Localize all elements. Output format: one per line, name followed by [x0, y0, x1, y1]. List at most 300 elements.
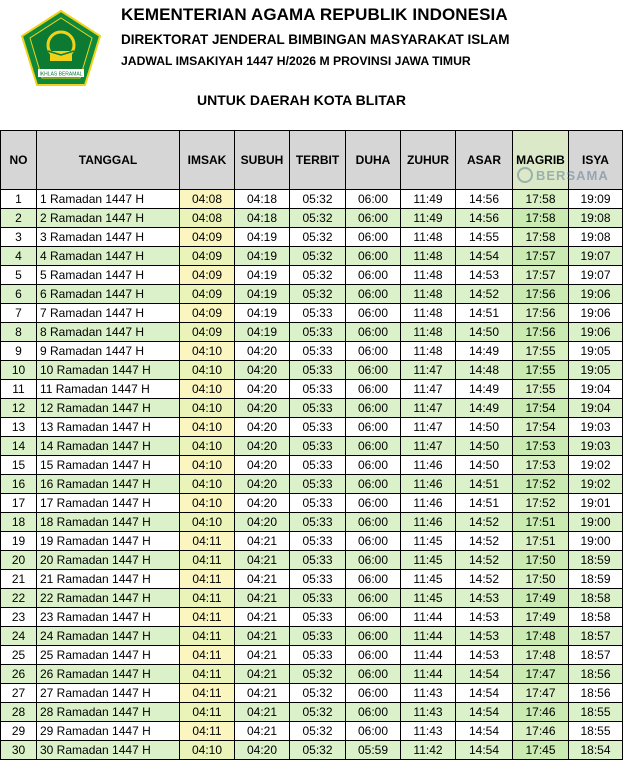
- cell-magrib: 17:47: [513, 684, 569, 703]
- cell-no: 19: [1, 532, 37, 551]
- cell-duha: 06:00: [346, 551, 401, 570]
- directorate-title: DIREKTORAT JENDERAL BIMBINGAN MASYARAKAT ISLAM: [121, 32, 510, 47]
- cell-zuhur: 11:44: [401, 646, 456, 665]
- cell-terbit: 05:33: [290, 551, 346, 570]
- cell-tanggal: 7 Ramadan 1447 H: [37, 304, 180, 323]
- cell-asar: 14:55: [456, 228, 513, 247]
- cell-tanggal: 27 Ramadan 1447 H: [37, 684, 180, 703]
- cell-no: 4: [1, 247, 37, 266]
- cell-subuh: 04:20: [235, 418, 290, 437]
- cell-zuhur: 11:45: [401, 570, 456, 589]
- cell-no: 12: [1, 399, 37, 418]
- header-imsak: IMSAK: [180, 131, 235, 190]
- cell-terbit: 05:33: [290, 475, 346, 494]
- cell-asar: 14:50: [456, 323, 513, 342]
- cell-imsak: 04:09: [180, 228, 235, 247]
- cell-isya: 18:59: [569, 570, 623, 589]
- cell-isya: 19:05: [569, 361, 623, 380]
- cell-asar: 14:54: [456, 247, 513, 266]
- cell-subuh: 04:21: [235, 532, 290, 551]
- table-row: [1, 342, 623, 361]
- table-row: [1, 608, 623, 627]
- cell-magrib: 17:56: [513, 323, 569, 342]
- table-row: [1, 399, 623, 418]
- cell-asar: 14:53: [456, 646, 513, 665]
- cell-asar: 14:48: [456, 361, 513, 380]
- cell-isya: 18:58: [569, 608, 623, 627]
- cell-duha: 06:00: [346, 722, 401, 741]
- cell-tanggal: 16 Ramadan 1447 H: [37, 475, 180, 494]
- cell-imsak: 04:11: [180, 589, 235, 608]
- cell-asar: 14:52: [456, 513, 513, 532]
- cell-tanggal: 6 Ramadan 1447 H: [37, 285, 180, 304]
- cell-no: 16: [1, 475, 37, 494]
- cell-imsak: 04:11: [180, 665, 235, 684]
- cell-imsak: 04:10: [180, 513, 235, 532]
- cell-tanggal: 9 Ramadan 1447 H: [37, 342, 180, 361]
- cell-zuhur: 11:45: [401, 589, 456, 608]
- cell-magrib: 17:58: [513, 209, 569, 228]
- cell-magrib: 17:51: [513, 532, 569, 551]
- cell-tanggal: 3 Ramadan 1447 H: [37, 228, 180, 247]
- cell-subuh: 04:19: [235, 304, 290, 323]
- table-row: [1, 570, 623, 589]
- table-row: [1, 209, 623, 228]
- table-row: [1, 266, 623, 285]
- cell-duha: 06:00: [346, 247, 401, 266]
- cell-magrib: 17:46: [513, 722, 569, 741]
- cell-duha: 06:00: [346, 532, 401, 551]
- cell-no: 17: [1, 494, 37, 513]
- cell-tanggal: 20 Ramadan 1447 H: [37, 551, 180, 570]
- cell-subuh: 04:20: [235, 513, 290, 532]
- cell-imsak: 04:10: [180, 437, 235, 456]
- cell-terbit: 05:32: [290, 266, 346, 285]
- cell-asar: 14:54: [456, 684, 513, 703]
- cell-magrib: 17:55: [513, 342, 569, 361]
- cell-isya: 19:06: [569, 285, 623, 304]
- cell-no: 28: [1, 703, 37, 722]
- cell-terbit: 05:32: [290, 741, 346, 760]
- cell-no: 9: [1, 342, 37, 361]
- cell-asar: 14:54: [456, 703, 513, 722]
- table-row: [1, 285, 623, 304]
- header-duha: DUHA: [346, 131, 401, 190]
- cell-isya: 19:00: [569, 532, 623, 551]
- cell-isya: 19:03: [569, 418, 623, 437]
- cell-no: 2: [1, 209, 37, 228]
- cell-isya: 19:07: [569, 266, 623, 285]
- cell-subuh: 04:21: [235, 608, 290, 627]
- table-row: [1, 665, 623, 684]
- cell-zuhur: 11:46: [401, 456, 456, 475]
- cell-no: 11: [1, 380, 37, 399]
- cell-tanggal: 10 Ramadan 1447 H: [37, 361, 180, 380]
- cell-imsak: 04:10: [180, 456, 235, 475]
- cell-imsak: 04:10: [180, 475, 235, 494]
- cell-asar: 14:51: [456, 304, 513, 323]
- cell-subuh: 04:19: [235, 266, 290, 285]
- header-isya: ISYA: [569, 131, 623, 190]
- cell-tanggal: 11 Ramadan 1447 H: [37, 380, 180, 399]
- table-body: [1, 190, 623, 760]
- cell-duha: 06:00: [346, 285, 401, 304]
- header-no: NO: [1, 131, 37, 190]
- cell-terbit: 05:33: [290, 380, 346, 399]
- cell-isya: 19:08: [569, 228, 623, 247]
- cell-terbit: 05:32: [290, 285, 346, 304]
- cell-asar: 14:52: [456, 551, 513, 570]
- cell-zuhur: 11:43: [401, 684, 456, 703]
- cell-zuhur: 11:49: [401, 209, 456, 228]
- cell-tanggal: 8 Ramadan 1447 H: [37, 323, 180, 342]
- table-row: [1, 646, 623, 665]
- cell-imsak: 04:10: [180, 361, 235, 380]
- cell-duha: 06:00: [346, 608, 401, 627]
- cell-magrib: 17:57: [513, 266, 569, 285]
- table-row: [1, 475, 623, 494]
- watermark-text: BERSAMA: [536, 168, 609, 183]
- cell-duha: 06:00: [346, 437, 401, 456]
- cell-tanggal: 12 Ramadan 1447 H: [37, 399, 180, 418]
- cell-imsak: 04:09: [180, 304, 235, 323]
- table-row: [1, 304, 623, 323]
- cell-asar: 14:52: [456, 570, 513, 589]
- header-tanggal: TANGGAL: [37, 131, 180, 190]
- cell-no: 6: [1, 285, 37, 304]
- cell-zuhur: 11:48: [401, 342, 456, 361]
- cell-duha: 06:00: [346, 703, 401, 722]
- cell-zuhur: 11:48: [401, 247, 456, 266]
- cell-subuh: 04:20: [235, 342, 290, 361]
- cell-zuhur: 11:45: [401, 551, 456, 570]
- cell-tanggal: 29 Ramadan 1447 H: [37, 722, 180, 741]
- cell-magrib: 17:54: [513, 418, 569, 437]
- cell-duha: 06:00: [346, 266, 401, 285]
- cell-imsak: 04:11: [180, 532, 235, 551]
- cell-imsak: 04:09: [180, 323, 235, 342]
- cell-isya: 19:09: [569, 190, 623, 209]
- cell-subuh: 04:18: [235, 209, 290, 228]
- cell-asar: 14:50: [456, 418, 513, 437]
- cell-no: 20: [1, 551, 37, 570]
- cell-isya: 19:07: [569, 247, 623, 266]
- cell-duha: 06:00: [346, 475, 401, 494]
- cell-no: 26: [1, 665, 37, 684]
- cell-asar: 14:50: [456, 456, 513, 475]
- cell-no: 29: [1, 722, 37, 741]
- cell-asar: 14:54: [456, 665, 513, 684]
- cell-imsak: 04:08: [180, 190, 235, 209]
- cell-tanggal: 19 Ramadan 1447 H: [37, 532, 180, 551]
- cell-imsak: 04:10: [180, 399, 235, 418]
- cell-no: 27: [1, 684, 37, 703]
- cell-asar: 14:49: [456, 399, 513, 418]
- cell-imsak: 04:11: [180, 684, 235, 703]
- cell-asar: 14:50: [456, 437, 513, 456]
- cell-duha: 06:00: [346, 304, 401, 323]
- cell-no: 18: [1, 513, 37, 532]
- cell-zuhur: 11:48: [401, 304, 456, 323]
- cell-imsak: 04:11: [180, 646, 235, 665]
- cell-tanggal: 13 Ramadan 1447 H: [37, 418, 180, 437]
- cell-duha: 06:00: [346, 456, 401, 475]
- cell-terbit: 05:33: [290, 323, 346, 342]
- cell-duha: 06:00: [346, 361, 401, 380]
- cell-isya: 18:57: [569, 627, 623, 646]
- cell-imsak: 04:08: [180, 209, 235, 228]
- imsakiyah-table: [0, 130, 623, 760]
- cell-no: 15: [1, 456, 37, 475]
- cell-magrib: 17:49: [513, 608, 569, 627]
- cell-duha: 06:00: [346, 627, 401, 646]
- cell-magrib: 17:48: [513, 646, 569, 665]
- cell-tanggal: 1 Ramadan 1447 H: [37, 190, 180, 209]
- cell-no: 13: [1, 418, 37, 437]
- cell-magrib: 17:53: [513, 456, 569, 475]
- cell-magrib: 17:49: [513, 589, 569, 608]
- cell-subuh: 04:21: [235, 703, 290, 722]
- document-header: [0, 0, 624, 130]
- cell-asar: 14:56: [456, 190, 513, 209]
- cell-terbit: 05:33: [290, 513, 346, 532]
- cell-terbit: 05:32: [290, 247, 346, 266]
- cell-terbit: 05:32: [290, 665, 346, 684]
- cell-zuhur: 11:43: [401, 722, 456, 741]
- table-row: [1, 684, 623, 703]
- cell-imsak: 04:11: [180, 570, 235, 589]
- cell-magrib: 17:56: [513, 304, 569, 323]
- table-row: [1, 589, 623, 608]
- cell-terbit: 05:33: [290, 342, 346, 361]
- cell-zuhur: 11:44: [401, 627, 456, 646]
- cell-zuhur: 11:48: [401, 323, 456, 342]
- cell-terbit: 05:33: [290, 494, 346, 513]
- cell-isya: 18:55: [569, 722, 623, 741]
- cell-tanggal: 21 Ramadan 1447 H: [37, 570, 180, 589]
- cell-duha: 06:00: [346, 228, 401, 247]
- cell-no: 21: [1, 570, 37, 589]
- table-row: [1, 190, 623, 209]
- cell-zuhur: 11:44: [401, 608, 456, 627]
- cell-no: 8: [1, 323, 37, 342]
- logo-text: IKHLAS BERAMAL: [39, 71, 83, 78]
- cell-terbit: 05:33: [290, 456, 346, 475]
- cell-terbit: 05:33: [290, 418, 346, 437]
- table-row: [1, 494, 623, 513]
- cell-isya: 19:01: [569, 494, 623, 513]
- table-row: [1, 741, 623, 760]
- cell-zuhur: 11:43: [401, 703, 456, 722]
- cell-subuh: 04:19: [235, 247, 290, 266]
- cell-no: 10: [1, 361, 37, 380]
- cell-tanggal: 22 Ramadan 1447 H: [37, 589, 180, 608]
- cell-imsak: 04:10: [180, 741, 235, 760]
- cell-asar: 14:49: [456, 380, 513, 399]
- cell-duha: 05:59: [346, 741, 401, 760]
- cell-no: 24: [1, 627, 37, 646]
- cell-tanggal: 2 Ramadan 1447 H: [37, 209, 180, 228]
- cell-no: 3: [1, 228, 37, 247]
- cell-no: 30: [1, 741, 37, 760]
- cell-no: 23: [1, 608, 37, 627]
- cell-zuhur: 11:47: [401, 361, 456, 380]
- cell-isya: 19:06: [569, 304, 623, 323]
- cell-asar: 14:54: [456, 722, 513, 741]
- cell-duha: 06:00: [346, 399, 401, 418]
- cell-subuh: 04:18: [235, 190, 290, 209]
- cell-duha: 06:00: [346, 209, 401, 228]
- cell-zuhur: 11:47: [401, 380, 456, 399]
- cell-terbit: 05:33: [290, 361, 346, 380]
- cell-imsak: 04:11: [180, 703, 235, 722]
- cell-terbit: 05:32: [290, 722, 346, 741]
- cell-isya: 19:05: [569, 342, 623, 361]
- cell-imsak: 04:11: [180, 551, 235, 570]
- cell-magrib: 17:50: [513, 570, 569, 589]
- cell-imsak: 04:11: [180, 608, 235, 627]
- header-terbit: TERBIT: [290, 131, 346, 190]
- cell-terbit: 05:33: [290, 570, 346, 589]
- cell-terbit: 05:32: [290, 703, 346, 722]
- cell-asar: 14:52: [456, 285, 513, 304]
- table-row: [1, 228, 623, 247]
- cell-no: 25: [1, 646, 37, 665]
- cell-duha: 06:00: [346, 513, 401, 532]
- cell-magrib: 17:55: [513, 361, 569, 380]
- cell-isya: 18:54: [569, 741, 623, 760]
- cell-zuhur: 11:47: [401, 437, 456, 456]
- cell-magrib: 17:52: [513, 475, 569, 494]
- cell-asar: 14:53: [456, 266, 513, 285]
- cell-magrib: 17:58: [513, 190, 569, 209]
- cell-asar: 14:53: [456, 589, 513, 608]
- table-row: [1, 323, 623, 342]
- header-subuh: SUBUH: [235, 131, 290, 190]
- cell-magrib: 17:46: [513, 703, 569, 722]
- cell-zuhur: 11:47: [401, 399, 456, 418]
- cell-zuhur: 11:47: [401, 418, 456, 437]
- cell-subuh: 04:20: [235, 494, 290, 513]
- cell-imsak: 04:10: [180, 380, 235, 399]
- table-row: [1, 722, 623, 741]
- cell-magrib: 17:50: [513, 551, 569, 570]
- cell-asar: 14:51: [456, 475, 513, 494]
- table-row: [1, 247, 623, 266]
- cell-terbit: 05:33: [290, 627, 346, 646]
- cell-imsak: 04:11: [180, 627, 235, 646]
- table-row: [1, 380, 623, 399]
- cell-isya: 19:00: [569, 513, 623, 532]
- cell-isya: 18:55: [569, 703, 623, 722]
- cell-subuh: 04:20: [235, 741, 290, 760]
- cell-isya: 18:58: [569, 589, 623, 608]
- cell-subuh: 04:19: [235, 285, 290, 304]
- cell-isya: 19:04: [569, 399, 623, 418]
- table-row: [1, 437, 623, 456]
- cell-asar: 14:49: [456, 342, 513, 361]
- table-row: [1, 456, 623, 475]
- cell-duha: 06:00: [346, 380, 401, 399]
- cell-tanggal: 5 Ramadan 1447 H: [37, 266, 180, 285]
- header-asar: ASAR: [456, 131, 513, 190]
- cell-duha: 06:00: [346, 589, 401, 608]
- cell-asar: 14:53: [456, 627, 513, 646]
- table-row: [1, 418, 623, 437]
- table-row: [1, 703, 623, 722]
- cell-subuh: 04:20: [235, 456, 290, 475]
- cell-zuhur: 11:46: [401, 475, 456, 494]
- cell-zuhur: 11:48: [401, 228, 456, 247]
- cell-tanggal: 18 Ramadan 1447 H: [37, 513, 180, 532]
- cell-terbit: 05:32: [290, 228, 346, 247]
- cell-subuh: 04:19: [235, 323, 290, 342]
- cell-subuh: 04:20: [235, 399, 290, 418]
- cell-tanggal: 14 Ramadan 1447 H: [37, 437, 180, 456]
- cell-tanggal: 15 Ramadan 1447 H: [37, 456, 180, 475]
- cell-subuh: 04:21: [235, 646, 290, 665]
- cell-terbit: 05:33: [290, 532, 346, 551]
- table-row: [1, 551, 623, 570]
- cell-no: 5: [1, 266, 37, 285]
- cell-duha: 06:00: [346, 494, 401, 513]
- cell-duha: 06:00: [346, 323, 401, 342]
- cell-tanggal: 24 Ramadan 1447 H: [37, 627, 180, 646]
- cell-tanggal: 23 Ramadan 1447 H: [37, 608, 180, 627]
- cell-subuh: 04:21: [235, 570, 290, 589]
- cell-isya: 19:02: [569, 475, 623, 494]
- cell-magrib: 17:55: [513, 380, 569, 399]
- cell-asar: 14:53: [456, 608, 513, 627]
- cell-duha: 06:00: [346, 342, 401, 361]
- cell-imsak: 04:09: [180, 247, 235, 266]
- cell-magrib: 17:54: [513, 399, 569, 418]
- cell-subuh: 04:20: [235, 475, 290, 494]
- cell-duha: 06:00: [346, 646, 401, 665]
- cell-isya: 18:57: [569, 646, 623, 665]
- table-row: [1, 361, 623, 380]
- cell-zuhur: 11:42: [401, 741, 456, 760]
- table-row: [1, 513, 623, 532]
- cell-subuh: 04:20: [235, 380, 290, 399]
- cell-terbit: 05:33: [290, 304, 346, 323]
- ministry-title: KEMENTERIAN AGAMA REPUBLIK INDONESIA: [121, 5, 508, 24]
- cell-asar: 14:52: [456, 532, 513, 551]
- cell-asar: 14:51: [456, 494, 513, 513]
- cell-magrib: 17:51: [513, 513, 569, 532]
- cell-tanggal: 26 Ramadan 1447 H: [37, 665, 180, 684]
- cell-imsak: 04:10: [180, 494, 235, 513]
- cell-magrib: 17:58: [513, 228, 569, 247]
- cell-zuhur: 11:44: [401, 665, 456, 684]
- cell-magrib: 17:56: [513, 285, 569, 304]
- cell-duha: 06:00: [346, 570, 401, 589]
- cell-terbit: 05:33: [290, 589, 346, 608]
- cell-zuhur: 11:48: [401, 266, 456, 285]
- cell-tanggal: 4 Ramadan 1447 H: [37, 247, 180, 266]
- cell-no: 14: [1, 437, 37, 456]
- cell-isya: 19:06: [569, 323, 623, 342]
- cell-zuhur: 11:46: [401, 513, 456, 532]
- cell-no: 7: [1, 304, 37, 323]
- cell-tanggal: 30 Ramadan 1447 H: [37, 741, 180, 760]
- schedule-title: JADWAL IMSAKIYAH 1447 H/2026 M PROVINSI JAWA TIMUR: [121, 54, 471, 68]
- cell-subuh: 04:20: [235, 437, 290, 456]
- cell-imsak: 04:09: [180, 285, 235, 304]
- cell-duha: 06:00: [346, 190, 401, 209]
- cell-zuhur: 11:46: [401, 494, 456, 513]
- cell-duha: 06:00: [346, 684, 401, 703]
